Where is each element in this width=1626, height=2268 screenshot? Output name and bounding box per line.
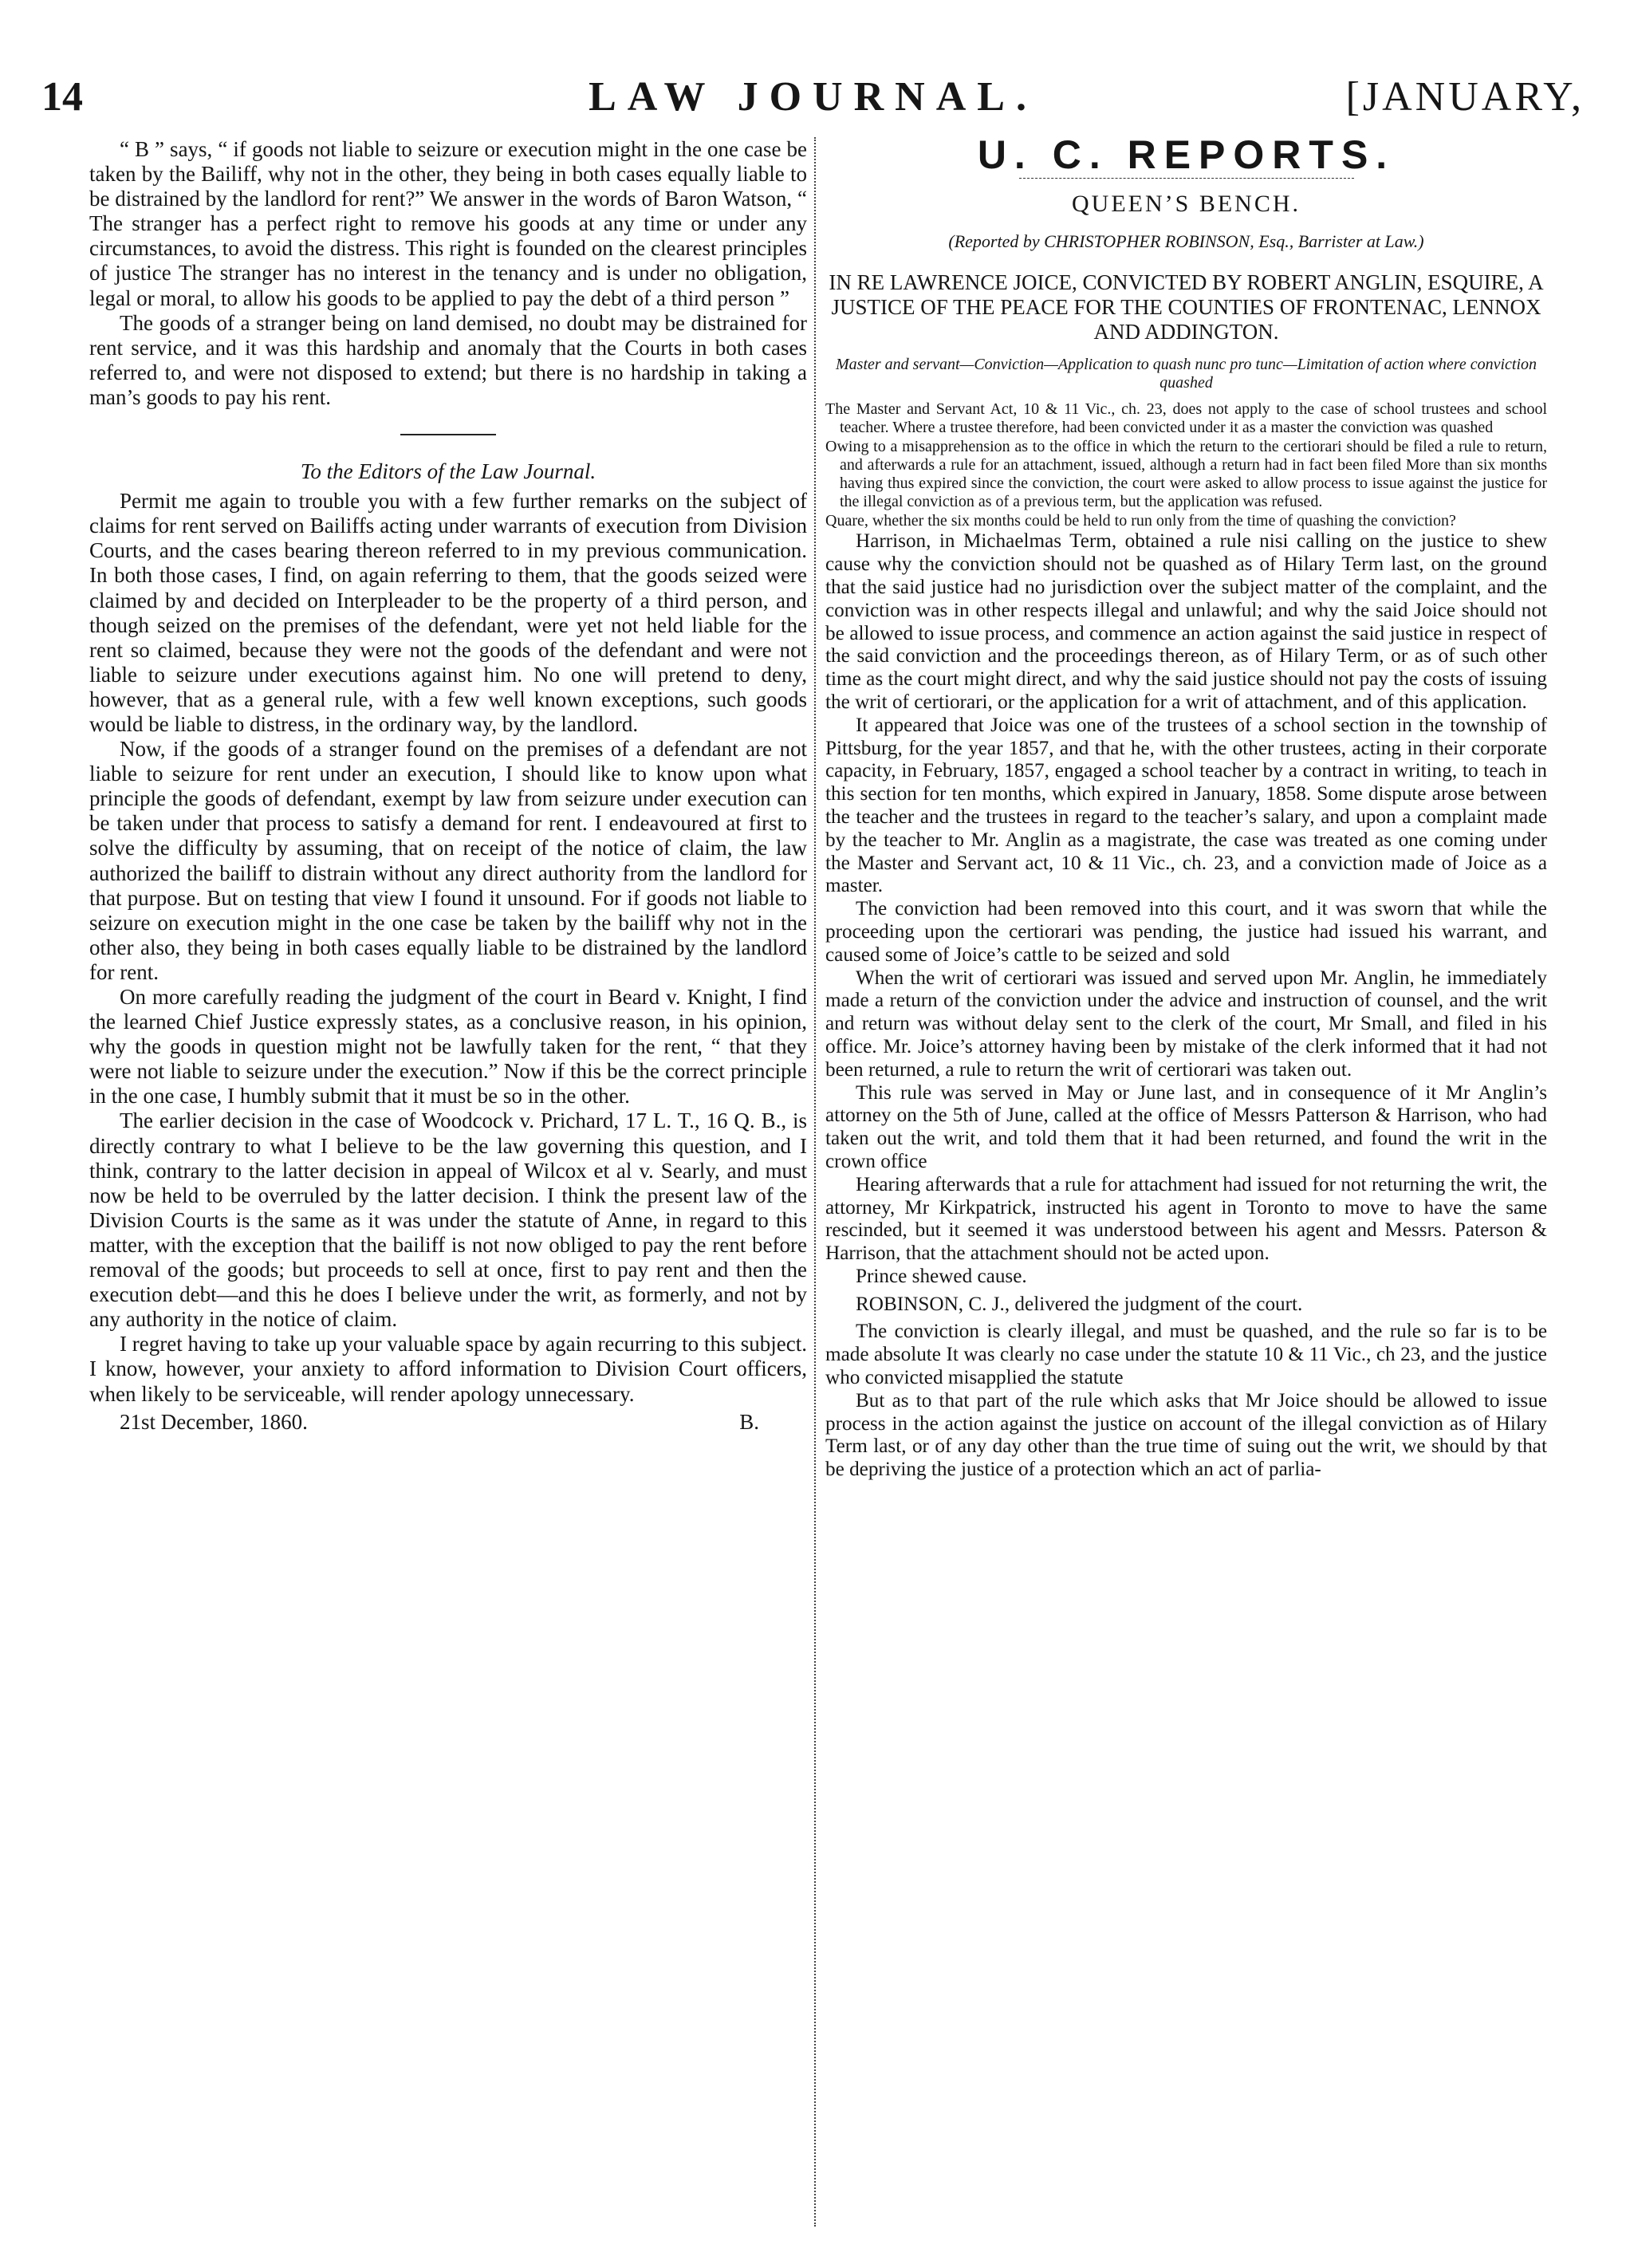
report-paragraph: Harrison, in Michaelmas Term, obtained a rule nisi calling on the justice to shew cause why the conviction should not be quashed as of Hilary Term last, on the ground that the said justice had no jurisdiction over the subject matter of the complaint, and the conviction was in other respects illegal and unlawful; and why the said Joice should not be allowed to issue process, and commence an action against the said justice in respect of the said conviction and the proceedings thereon, as of Hilary Term, or as of such other time as the court might direct, and why the said justice should not pay the costs of issuing the writ of certiorari, or the application for a writ of attachment, and of this application.	[825, 530, 1547, 713]
reporter-line: (Reported by CHRISTOPHER ROBINSON, Esq., Barrister at Law.)	[948, 230, 1424, 251]
case-keywords: Master and servant—Conviction—Application to quash nunc pro tunc—Limitation of action where conviction quashed	[836, 356, 1537, 392]
report-paragraph: When the writ of certiorari was issued and served upon Mr. Anglin, he immediately made a return of the conviction under the advice and instruction of counsel, and the writ and return was without delay sent to the clerk of the court, Mr Small, and filed in his office. Mr. Joice’s attorney having been by mistake of the clerk informed that it had not been returned, a rule to return the writ of certiorari was taken out.	[825, 967, 1547, 1081]
case-title: IN RE LAWRENCE JOICE, CONVICTED BY ROBERT ANGLIN, ESQUIRE, A JUSTICE OF THE PEACE FOR THE COUNTIES OF FRONTENAC, LENNOX AND ADDINGTON.	[829, 270, 1544, 345]
section-separator	[400, 434, 496, 435]
issue-month: [JANUARY,	[1345, 74, 1585, 120]
left-column	[89, 137, 807, 1435]
court-name: QUEEN’S BENCH.	[1072, 190, 1301, 217]
section-title: U. C. REPORTS.	[977, 132, 1396, 177]
right-column	[825, 132, 1547, 1482]
headnote: Owing to a misapprehension as to the office in which the return to the certiorari should be filed a rule to return, and afterwards a rule for an attachment, issued, although a return had in fact been filed More than six months having thus expired since the conviction, the court were asked to allow process to issue against the justice for the illegal conviction as of a previous term, but the application was refused.	[825, 438, 1547, 511]
report-paragraph: This rule was served in May or June last, and in consequence of it Mr Anglin’s attorney on the 5th of June, called at the office of Messrs Patterson & Harrison, who had taken out the writ, and told them that it had been returned, and found the writ in the crown office	[825, 1081, 1547, 1172]
judgment-paragraph: But as to that part of the rule which asks that Mr Joice should be allowed to issue process in the action against the justice on account of the illegal conviction as of Hilary Term last, or of any day other than the true time of suing out the writ, we should by that be depriving the justice of a protection which an act of parlia-	[825, 1389, 1547, 1481]
headnote: The Master and Servant Act, 10 & 11 Vic., ch. 23, does not apply to the case of school trustees and school teacher. Where a trustee therefore, had been convicted under it as a master the conviction was quashed	[825, 400, 1547, 437]
letter-date: 21st December, 1860.	[120, 1409, 308, 1434]
letter-signature: B.	[739, 1409, 759, 1434]
editorial-paragraph: “ B ” says, “ if goods not liable to seizure or execution might in the one case be taken by the Bailiff, why not in the other, they being in both cases equally liable to be distrained by the landlord for rent?” We answer in the words of Baron Watson, “ The stranger has a perfect right to remove his goods at any time or under any circumstances, to avoid the distress. This right is founded on the clearest principles of justice The stranger has no interest in the tenancy and is under no obligation, legal or moral, to allow his goods to be applied to pay the debt of a third person ”	[89, 137, 807, 310]
title-rule	[1019, 178, 1354, 179]
letter-paragraph: On more carefully reading the judgment of the court in Beard v. Knight, I find the learned Chief Justice expressly states, as a conclusive reason, in his opinion, why the goods in question might not be lawfully taken for the rent, “ that they were not liable to seizure under the execution.” Now if this be the correct principle in the one case, I humbly submit that it must be so in the other.	[89, 985, 807, 1108]
letter-paragraph: Now, if the goods of a stranger found on the premises of a defendant are not liable to seizure for rent under an execution, I should like to know upon what principle the goods of defendant, exempt by law from seizure under execution can be taken under that process to satisfy a demand for rent. I endeavoured at first to solve the difficulty by assuming, that on receipt of the notice of claim, the law authorized the bailiff to distrain without any direct authority from the landlord for that purpose. But on testing that view I found it unsound. For if goods not liable to seizure on execution might in the one case be taken by the bailiff why not in the other also, they being in both cases equally liable to be distrained by the landlord for rent.	[89, 737, 807, 984]
column-divider	[814, 137, 816, 2227]
letter-heading: To the Editors of the Law Journal.	[300, 459, 596, 484]
journal-title: LAW JOURNAL.	[589, 74, 1037, 120]
letter-paragraph: Permit me again to trouble you with a few further remarks on the subject of claims for rent served on Bailiffs acting under warrants of execution from Division Courts, and the cases bearing thereon referred to in my previous communication. In both those cases, I find, on again referring to them, that the goods seized were claimed by and decided on Interpleader to be the property of a third person, and though seized on the premises of the defendant, were yet not held liable for the rent so claimed, because they were not the goods of the defendant and were not liable to seizure under executions against him. No one will pretend to deny, however, that as a general rule, with a few well known exceptions, such goods would be liable to distress, in the ordinary way, by the landlord.	[89, 489, 807, 736]
headnote: Quare, whether the six months could be held to run only from the time of quashing the conviction?	[825, 512, 1456, 530]
report-paragraph: Hearing afterwards that a rule for attachment had issued for not returning the writ, the attorney, Mr Kirkpatrick, instructed his agent in Toronto to move to have the same rescinded, but it seemed it was understood between his agent and Messrs. Paterson & Harrison, that the attachment should not be acted upon.	[825, 1173, 1547, 1265]
judgment-heading: ROBINSON, C. J., delivered the judgment of the court.	[856, 1293, 1303, 1315]
page-number: 14	[41, 74, 83, 120]
judgment-paragraph: The conviction is clearly illegal, and must be quashed, and the rule so far is to be made absolute It was clearly no case under the statute 10 & 11 Vic., ch 23, and the justice who convicted misapplied the statute	[825, 1321, 1547, 1389]
editorial-paragraph: The goods of a stranger being on land demised, no doubt may be distrained for rent service, and it was this hardship and anomaly that the Courts in both cases referred to, and were not disposed to extend; but there is no hardship in taking a man’s goods to pay his rent.	[89, 310, 807, 409]
letter-paragraph: The earlier decision in the case of Woodcock v. Prichard, 17 L. T., 16 Q. B., is directly contrary to what I believe to be the law governing this question, and I think, contrary to the latter decision in appeal of Wilcox et al v. Searly, and must now be held to be overruled by the latter decision. I think the present law of the Division Courts is the same as it was under the statute of Anne, in regard to this matter, with the exception that the bailiff is not now obliged to pay the rent before removal of the goods; but proceeds to sell at once, first to pay rent and then the execution debt—and this he does I believe under the writ, as formerly, and not by any authority in the notice of claim.	[89, 1108, 807, 1332]
report-paragraph: The conviction had been removed into this court, and it was sworn that while the proceeding upon the certiorari was pending, the justice had issued his warrant, and caused some of Joice’s cattle to be seized and sold	[825, 898, 1547, 966]
letter-signoff	[89, 1410, 807, 1435]
report-paragraph: It appeared that Joice was one of the trustees of a school section in the township of Pittsburg, for the year 1857, and that he, with the other trustees, acting in their corporate capacity, in February, 1857, engaged a school teacher by a contract in writing, to teach in this section for ten months, which expired in January, 1858. Some dispute arose between the teacher and the trustees in regard to the teacher’s salary, and upon a complaint made by the teacher to Mr. Anglin as a magistrate, the case was treated as one coming under the Master and Servant act, 10 & 11 Vic., ch. 23, and a conviction made of Joice as a master.	[825, 714, 1547, 897]
letter-paragraph: I regret having to take up your valuable space by again recurring to this subject. I know, however, your anxiety to afford information to Division Court officers, when likely to be serviceable, will render apology unnecessary.	[89, 1332, 807, 1406]
report-paragraph: Prince shewed cause.	[856, 1265, 1027, 1287]
page-header	[41, 73, 1585, 128]
